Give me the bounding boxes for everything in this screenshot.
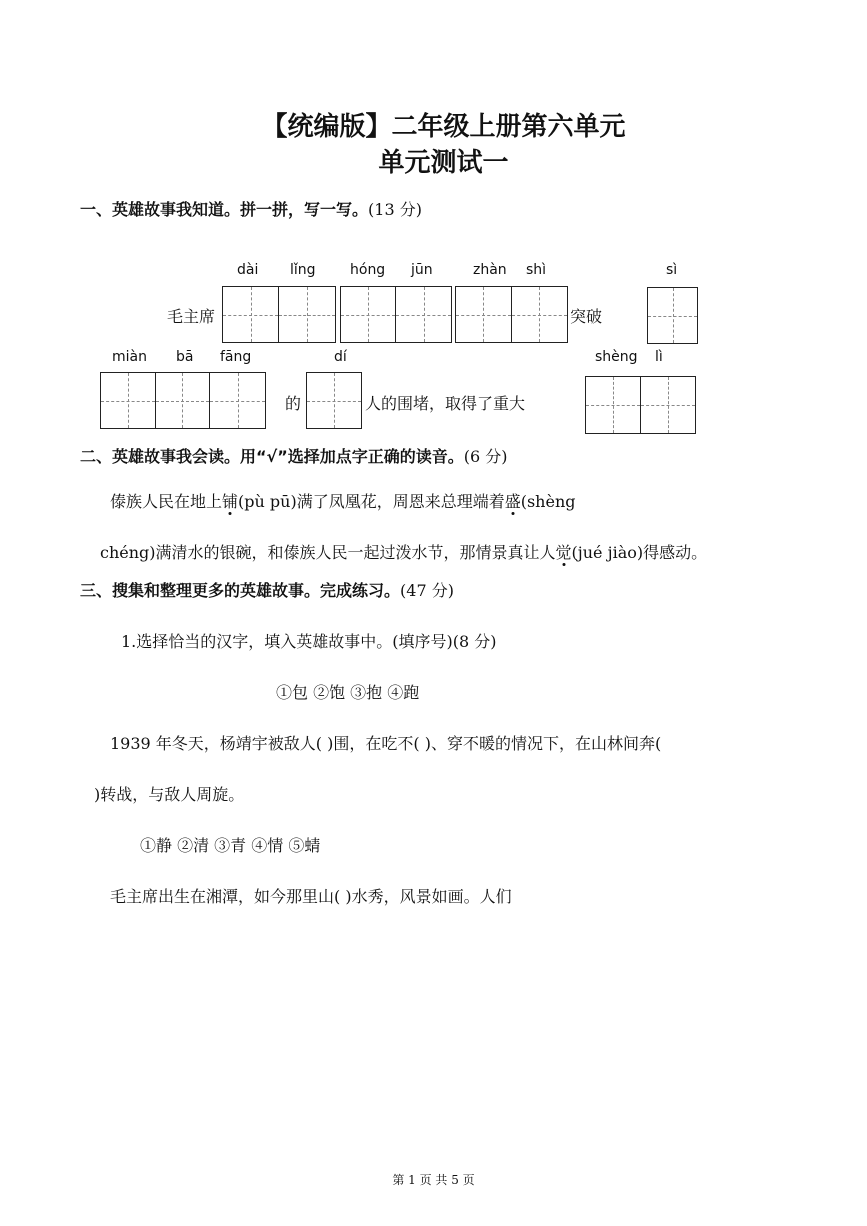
writing-grid-di[interactable] [306,372,362,429]
section-2-points: (6 分) [463,447,508,466]
writing-cell[interactable] [456,287,512,342]
paragraph-1-line-1: 1939 年冬天，杨靖宇被敌人( )围，在吃不( )、穿不暖的情况下，在山林间奔( [110,734,662,753]
pinyin-di: dí [334,349,347,365]
section-1-heading [80,197,422,220]
section-3-points: (47 分) [400,581,454,600]
title-line-2: 单元测试一 [378,148,509,178]
pinyin-dai: dài [237,262,259,278]
writing-cell[interactable] [648,288,697,343]
pinyin-si: sì [666,262,678,278]
dotted-char-sheng: 盛 [504,492,521,511]
page-footer: 第 1 页 共 5 页 [392,1173,475,1187]
pinyin-zhan: zhàn [473,262,507,278]
section-2-heading [80,444,507,467]
pinyin-fang: fāng [220,349,252,365]
writing-cell[interactable] [101,373,156,428]
writing-cell[interactable] [210,373,265,428]
question-1: 1.选择恰当的汉字，填入英雄故事中。(填序号)(8 分) [121,632,497,651]
section-2-heading-text: 二、英雄故事我会读。用“√”选择加点字正确的读音。 [80,447,464,466]
section-1-heading-text: 一、英雄故事我知道。拼一拼，写一写。 [80,200,369,219]
section-2-line-1 [110,489,576,512]
section-3-heading [80,578,454,601]
pinyin-li: lì [655,349,663,365]
pinyin-ba: bā [176,349,194,365]
writing-cell[interactable] [307,373,361,428]
text-de: 的 [285,394,302,413]
writing-grid-dai-ling[interactable] [222,286,336,343]
pinyin-sheng: shèng [595,349,638,365]
writing-grid-sheng-li[interactable] [585,376,696,434]
text-segment: (jué jiào)得感动。 [571,543,708,562]
writing-grid-si[interactable] [647,287,698,344]
writing-cell[interactable] [641,377,696,433]
text-mao-zhu-xi: 毛主席 [167,307,216,326]
text-segment: 傣族人民在地上 [110,492,223,511]
writing-cell[interactable] [586,377,641,433]
writing-cell[interactable] [223,287,279,342]
writing-cell[interactable] [279,287,335,342]
writing-cell[interactable] [512,287,568,342]
pinyin-shi: shì [526,262,547,278]
title-line-1: 【统编版】二年级上册第六单元 [261,112,626,142]
section-2-line-2 [100,540,707,563]
options-2: ①静 ②清 ③青 ④情 ⑤蜻 [140,836,321,855]
writing-cell[interactable] [396,287,451,342]
writing-grid-zhan-shi[interactable] [455,286,568,343]
writing-cell[interactable] [156,373,211,428]
text-segment: chéng)满清水的银碗，和傣族人民一起过泼水节，那情景真让人 [100,543,556,562]
section-3-heading-text: 三、搜集和整理更多的英雄故事。完成练习。 [80,581,401,600]
writing-cell[interactable] [341,287,396,342]
text-segment: (pù pū)满了凤凰花，周恩来总理端着 [238,492,505,511]
text-tu-po: 突破 [570,307,603,326]
section-1-points: (13 分) [368,200,422,219]
pinyin-ling: lǐng [290,262,316,278]
text-ren-de-wei-du: 人的围堵，取得了重大 [365,394,526,413]
paragraph-1-line-2: )转战，与敌人周旋。 [94,785,245,804]
dotted-char-pu: 铺 [222,492,239,511]
paragraph-2: 毛主席出生在湘潭，如今那里山( )水秀，风景如画。人们 [110,887,512,906]
pinyin-hong: hóng [350,262,386,278]
options-1: ①包 ②饱 ③抱 ④跑 [276,683,420,702]
text-segment: (shèng [520,492,576,511]
pinyin-jun: jūn [411,262,433,278]
writing-grid-mian-ba-fang[interactable] [100,372,266,429]
dotted-char-jue: 觉 [555,543,572,562]
pinyin-mian: miàn [112,349,147,365]
writing-grid-hong-jun[interactable] [340,286,452,343]
